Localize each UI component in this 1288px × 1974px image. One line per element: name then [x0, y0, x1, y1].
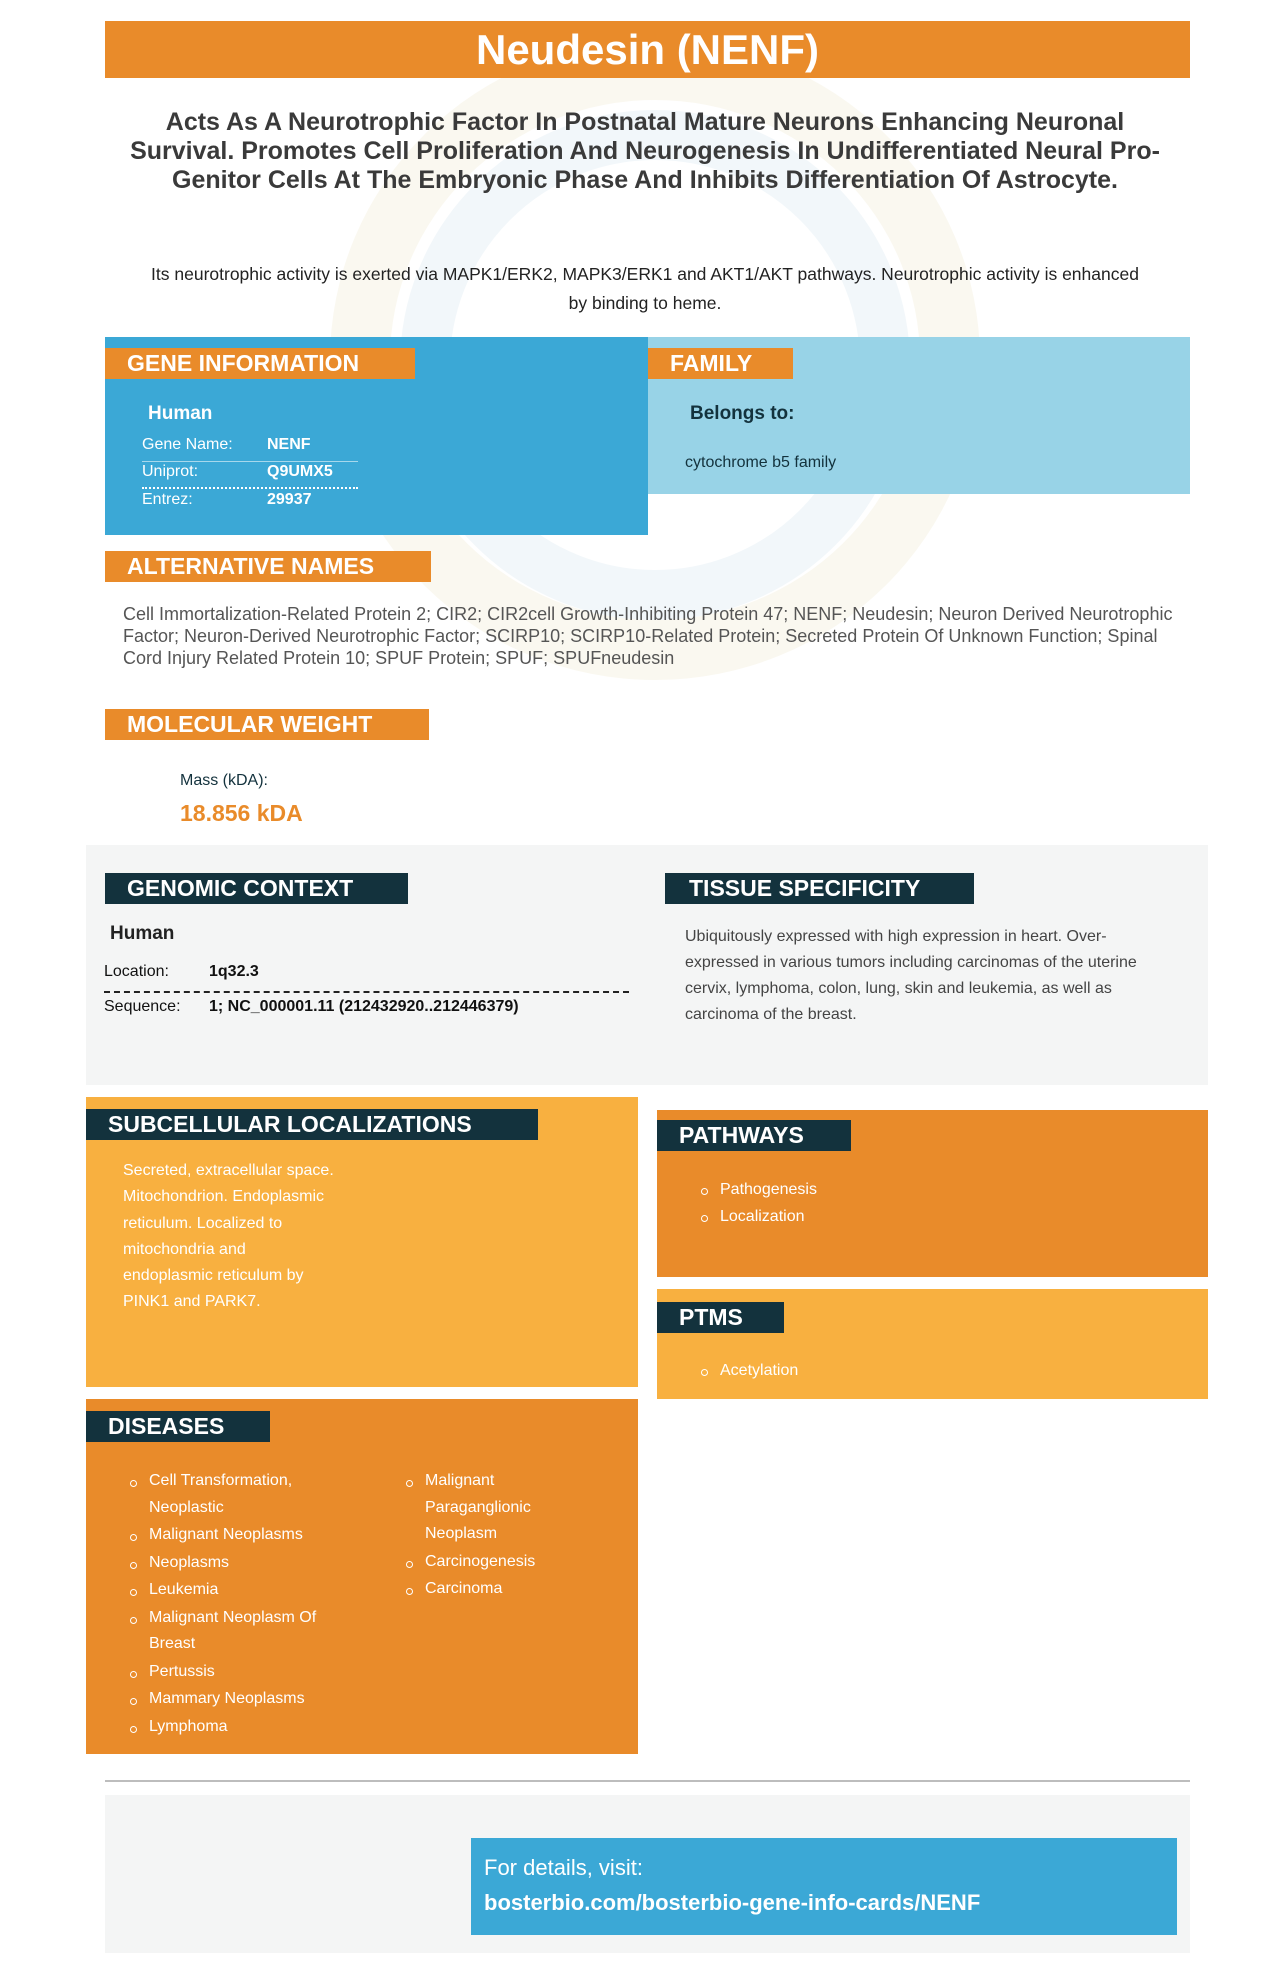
- diseases-heading: DISEASES: [86, 1411, 270, 1442]
- uniprot-row: [142, 463, 358, 489]
- function-summary: Acts As A Neurotrophic Factor In Postnatal Mature Neurons Enhancing Neuronal Survival. Promotes Cell Proliferation And Neurogenesis In Undifferentiated Neural Pro-Genitor Cells At The Embryonic Phase And Inhibits Differentiation Of Astrocyte.: [130, 108, 1160, 194]
- alternative-names-text: Cell Immortalization-Related Protein 2; CIR2; CIR2cell Growth-Inhibiting Protein 47; NENF; Neudesin; Neuron Derived Neurotrophic Factor; Neuron-Derived Neurotrophic Factor; SCIRP10; SCIRP10-Related Protein; Secreted Protein Of Unknown Function; Spinal Cord Injury Related Protein 10; SPUF Protein; SPUF; SPUFneudesin: [123, 604, 1173, 668]
- list-item: Neoplasms: [129, 1550, 349, 1577]
- family-value: cytochrome b5 family: [685, 454, 837, 471]
- pathways-heading: PATHWAYS: [657, 1120, 851, 1151]
- alternative-names-heading: ALTERNATIVE NAMES: [105, 551, 431, 582]
- footer-divider: [105, 1780, 1190, 1782]
- list-item: Malignant Neoplasm Of Breast: [129, 1605, 349, 1658]
- diseases-list-col1: [129, 1468, 349, 1741]
- entrez-value: 29937: [267, 491, 312, 508]
- location-value: 1q32.3: [209, 963, 259, 980]
- list-item: Lymphoma: [129, 1714, 349, 1741]
- gene-species: Human: [148, 403, 213, 424]
- uniprot-value: Q9UMX5: [267, 463, 333, 480]
- location-label: Location:: [104, 963, 169, 980]
- sequence-label: Sequence:: [104, 998, 181, 1015]
- function-description: Its neurotrophic activity is exerted via MAPK1/ERK2, MAPK3/ERK1 and AKT1/AKT pathways. Neurotrophic activity is enhanced by binding to heme.: [151, 264, 1139, 313]
- list-item: Malignant Paraganglionic Neoplasm: [405, 1468, 575, 1548]
- ptms-heading: PTMS: [657, 1302, 784, 1333]
- entrez-label: Entrez:: [142, 491, 193, 508]
- molecular-weight-heading: MOLECULAR WEIGHT: [105, 709, 429, 740]
- mass-value: 18.856 kDA: [180, 800, 303, 826]
- gene-name-row: [142, 436, 358, 462]
- page-title: Neudesin (NENF): [105, 21, 1190, 78]
- subcellular-text: Secreted, extracellular space. Mitochondrion. Endoplasmic reticulum. Localized to mitochondria and endoplasmic reticulum by PINK1 and PARK7.: [123, 1162, 334, 1311]
- list-item: Mammary Neoplasms: [129, 1686, 349, 1713]
- list-item: Pathogenesis: [700, 1176, 817, 1203]
- subcellular-heading: SUBCELLULAR LOCALIZATIONS: [86, 1109, 538, 1140]
- list-item: Malignant Neoplasms: [129, 1522, 349, 1549]
- ptms-list: [700, 1357, 798, 1384]
- tissue-specificity-heading: TISSUE SPECIFICITY: [665, 873, 974, 904]
- gene-name-value: NENF: [267, 436, 311, 453]
- list-item: Cell Transformation, Neoplastic: [129, 1468, 349, 1521]
- tissue-specificity-text: Ubiquitously expressed with high expression in heart. Over-expressed in various tumors including carcinomas of the uterine cervix, lymphoma, colon, lung, skin and leukemia, as well as carcinoma of the breast.: [685, 928, 1137, 1023]
- details-link[interactable]: bosterbio.com/bosterbio-gene-info-cards/NENF: [484, 1890, 981, 1915]
- belongs-to-label: Belongs to:: [690, 403, 795, 424]
- gene-name-label: Gene Name:: [142, 436, 233, 453]
- list-item: Leukemia: [129, 1577, 349, 1604]
- footer-label: For details, visit:: [484, 1855, 643, 1880]
- family-heading: FAMILY: [648, 348, 793, 379]
- mass-label: Mass (kDA):: [180, 772, 268, 789]
- sequence-row: [104, 998, 629, 1024]
- gene-information-heading: GENE INFORMATION: [105, 348, 415, 379]
- list-item: Acetylation: [700, 1357, 798, 1384]
- uniprot-label: Uniprot:: [142, 463, 199, 480]
- list-item: Carcinoma: [405, 1576, 575, 1603]
- diseases-list-col2: [405, 1468, 575, 1604]
- location-row: [104, 963, 629, 993]
- list-item: Localization: [700, 1203, 817, 1230]
- list-item: Carcinogenesis: [405, 1549, 575, 1576]
- footer-link-box[interactable]: [471, 1838, 1177, 1935]
- sequence-value: 1; NC_000001.11 (212432920..212446379): [209, 998, 519, 1015]
- genomic-context-heading: GENOMIC CONTEXT: [105, 873, 408, 904]
- entrez-row: [142, 491, 358, 517]
- pathways-list: [700, 1176, 817, 1230]
- genomic-species: Human: [110, 923, 175, 944]
- list-item: Pertussis: [129, 1659, 349, 1686]
